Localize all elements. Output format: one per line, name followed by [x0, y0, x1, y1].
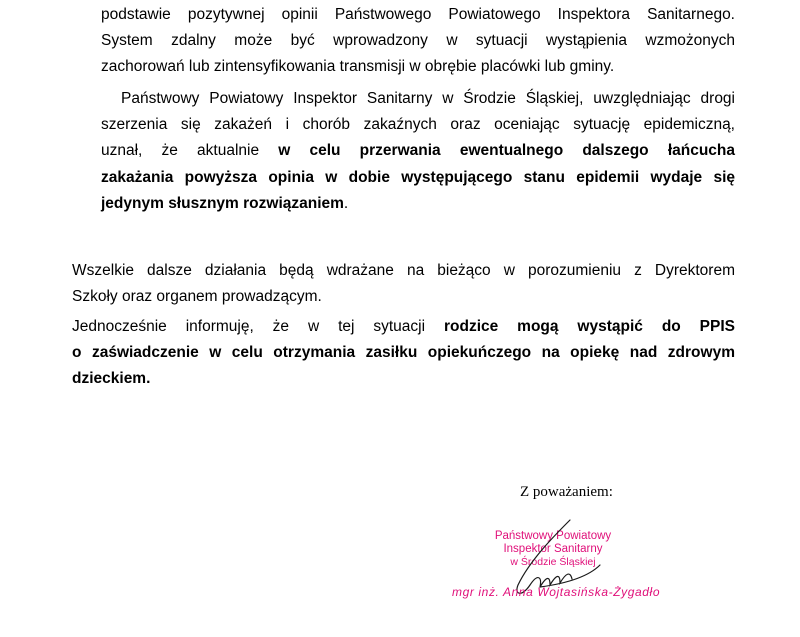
text-line: System zdalny może być wprowadzony w sytuacji wystąpienia wzmożonych: [101, 32, 735, 50]
text-line: [72, 366, 735, 392]
paragraph-further-actions: [72, 258, 735, 310]
text-emphasis: rodzice mogą wystąpić do PPIS: [443, 318, 735, 335]
text-line: zachorowań lub zintensyfikowania transmisji w obrębie placówki lub gminy.: [101, 58, 615, 76]
stamp-line: Państwowy Powiatowy: [494, 530, 612, 542]
stamp-signatory-name: mgr inż. Anna Wojtasińska-Żygadło: [452, 585, 661, 599]
paragraph-parents-info: [72, 314, 735, 393]
text-line: [72, 314, 735, 340]
text-emphasis: o zaświadczenie w celu otrzymania zasiłku opiekuńczego na opiekę nad zdrowym: [72, 344, 735, 362]
text-normal: Jednocześnie informuję, że w tej sytuacji: [72, 318, 444, 335]
text-line: [101, 191, 735, 217]
text-emphasis: dzieckiem.: [72, 370, 151, 388]
text-line: podstawie pozytywnej opinii Państwowego Powiatowego Inspektora Sanitarnego.: [101, 6, 735, 23]
paragraph-opinion: [101, 2, 735, 81]
paragraph-inspector-decision: [101, 86, 735, 217]
text-line: Szkoły oraz organem prowadzącym.: [72, 288, 322, 306]
text-emphasis: w celu przerwania ewentualnego dalszego łańcucha: [278, 142, 736, 160]
text-line: [101, 165, 735, 191]
text-normal: .: [343, 194, 349, 212]
closing-salutation: Z poważaniem:: [520, 484, 613, 500]
text-line: Państwowy Powiatowy Inspektor Sanitarny w Środzie Śląskiej, uwzględniając drogi: [121, 90, 735, 107]
text-line: [101, 138, 735, 164]
text-line: [72, 340, 735, 366]
stamp-line: w Środzie Śląskiej: [510, 556, 596, 568]
text-emphasis: zakażania powyższa opinia w dobie występującego stanu epidemii wydaje się: [101, 168, 735, 186]
text-line: Wszelkie dalsze działania będą wdrażane na bieżąco w porozumieniu z Dyrektorem: [72, 262, 735, 279]
text-normal: uznał, że aktualnie: [101, 142, 279, 160]
text-line: szerzenia się zakażeń i chorób zakaźnych oraz oceniając sytuację epidemiczną,: [101, 116, 735, 134]
text-emphasis: jedynym słusznym rozwiązaniem: [101, 194, 344, 212]
stamp-line: Inspektor Sanitarny: [503, 543, 603, 555]
